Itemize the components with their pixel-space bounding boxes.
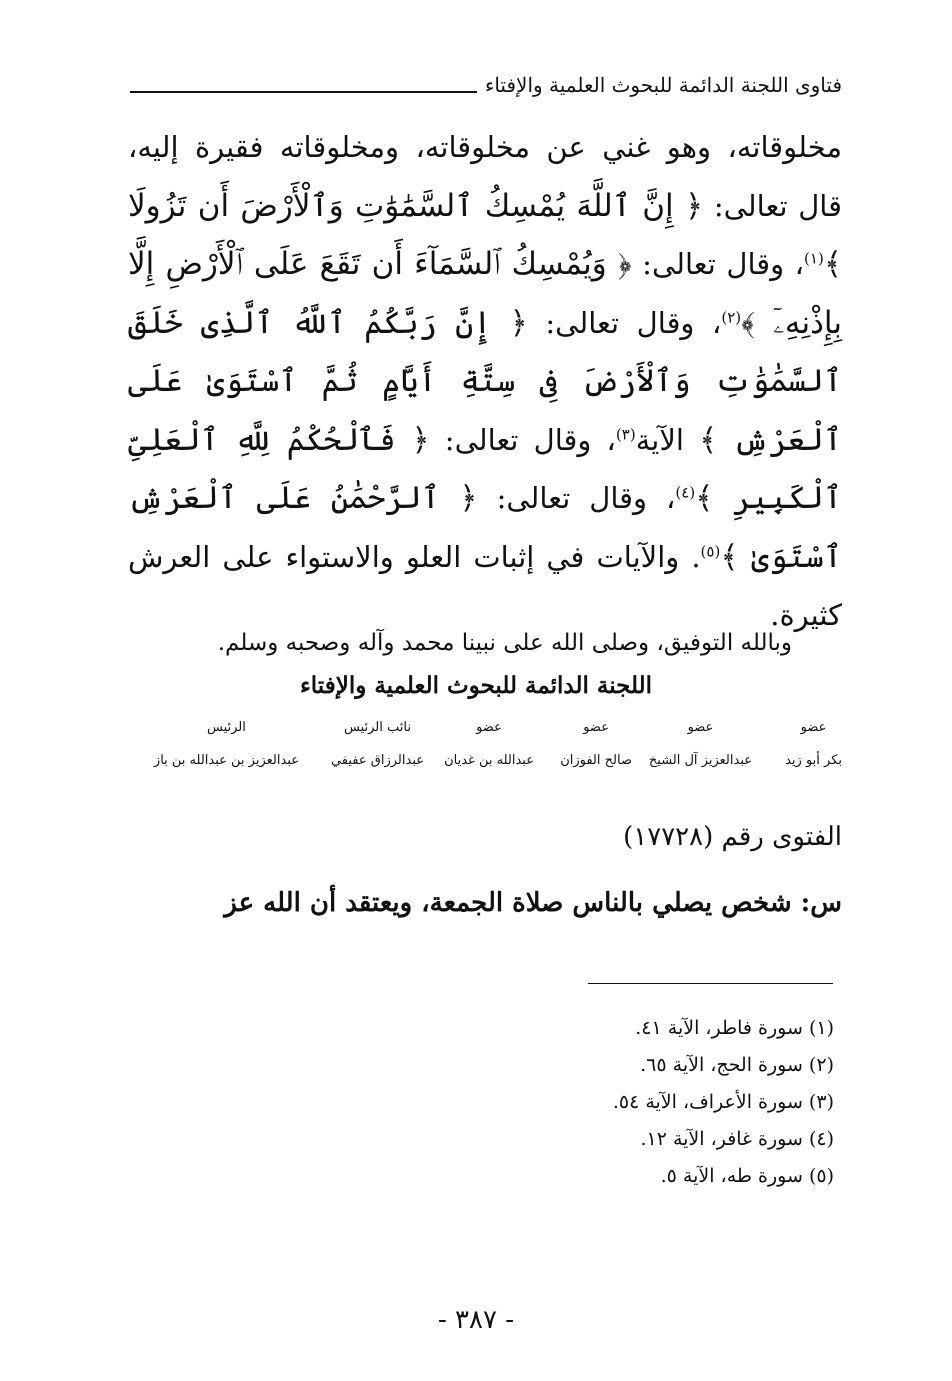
- signatory-name: بكر أبو زيد: [785, 753, 842, 768]
- footnotes: [613, 1010, 834, 1195]
- signatories: [126, 712, 842, 792]
- signatory-name: صالح الفوزان: [560, 753, 632, 768]
- footnote-ref-2[interactable]: (٢): [721, 307, 742, 326]
- verse-2: ﴿ وَيُمْسِكُ ٱلسَّمَآءَ أَن تَقَعَ عَلَى ٱلْأَرْضِ إِلَّا بِإِذْنِهِۦٓ ﴾: [128, 246, 843, 341]
- footnote-ref-3[interactable]: (٣): [615, 424, 636, 443]
- verse-4: ﴿ فَٱلْحُكْمُ لِلَّهِ ٱلْعَلِىِّ ٱلْكَبِيرِ ﴾: [128, 421, 842, 516]
- verse-3: ﴿ إِنَّ رَبَّكُمُ ٱللَّهُ ٱلَّذِى خَلَقَ ٱلسَّمَٰوَٰتِ وَٱلْأَرْضَ فِى سِتَّةِ أَيَّامٍ ثُمَّ ٱسْتَوَىٰ عَلَى ٱلْعَرْشِ ﴾: [128, 304, 843, 458]
- signatory: [649, 712, 752, 778]
- main-text: [128, 118, 842, 645]
- footnote-item: (٣) سورة الأعراف، الآية ٥٤.: [612, 1091, 834, 1113]
- footnote-ref-1[interactable]: (١): [804, 249, 824, 268]
- signatory-role: عضو: [800, 720, 827, 735]
- footnote-item: (١) سورة فاطر، الآية ٤١.: [635, 1017, 834, 1039]
- closing-prayer: وبالله التوفيق، وصلى الله على نبينا محمد وآله وصحبه وسلم.: [217, 630, 792, 656]
- connector-1: ، وقال تعالى:: [631, 247, 805, 281]
- fatwa-number: الفتوى رقم (١٧٧٢٨): [623, 822, 842, 852]
- verse-3-suffix: الآية: [635, 422, 700, 457]
- signatory-name: عبدالعزيز آل الشيخ: [648, 753, 752, 768]
- footnote-divider: [588, 983, 833, 984]
- committee-name: اللجنة الدائمة للبحوث العلمية والإفتاء: [299, 672, 653, 699]
- connector-2: ، وقال تعالى:: [527, 305, 722, 340]
- signatory: [154, 712, 299, 778]
- footnote-ref-5[interactable]: (٥): [700, 541, 721, 560]
- signatory-role: عضو: [476, 720, 502, 735]
- running-header: [130, 70, 842, 100]
- signatory-name: عبدالعزيز بن عبدالله بن باز: [153, 753, 299, 768]
- signatory-name: عبدالله بن غديان: [444, 753, 534, 768]
- footnote-ref-4[interactable]: (٤): [675, 483, 696, 502]
- signatory-role: عضو: [687, 720, 714, 735]
- connector-3: ، وقال تعالى:: [429, 422, 616, 457]
- signatory: [785, 712, 842, 778]
- paragraph-intro: مخلوقاته، وهو غني عن مخلوقاته، ومخلوقاته فقيرة إليه، قال تعالى:: [128, 130, 842, 223]
- signatory-role: الرئيس: [207, 720, 246, 735]
- verse-1: ﴿ إِنَّ ٱللَّهَ يُمْسِكُ ٱلسَّمَٰوَٰتِ وَٱلْأَرْضَ أَن تَزُولَا ﴾: [128, 187, 842, 282]
- connector-4: ، وقال تعالى:: [477, 481, 676, 515]
- footnote-item: (٥) سورة طه، الآية ٥.: [660, 1165, 834, 1187]
- signatory-role: عضو: [583, 720, 609, 735]
- verse-5: ﴿ ٱلرَّحْمَٰنُ عَلَى ٱلْعَرْشِ ٱسْتَوَىٰ ﴾: [128, 480, 842, 575]
- signatory-role: نائب الرئيس: [344, 720, 411, 735]
- signatory: [444, 712, 534, 778]
- signatory-name: عبدالرزاق عفيفي: [330, 753, 424, 768]
- header-title: فتاوى اللجنة الدائمة للبحوث العلمية والإفتاء: [484, 73, 842, 97]
- page-number: - ٣٨٧ -: [437, 1305, 515, 1335]
- signatory: [560, 712, 632, 778]
- header-rule: [130, 91, 477, 93]
- footnote-item: (٢) سورة الحج، الآية ٦٥.: [640, 1054, 834, 1076]
- signatory: [331, 712, 424, 778]
- question-text: س: شخص يصلي بالناس صلاة الجمعة، ويعتقد أن الله عز: [224, 888, 842, 918]
- conclusion: . والآيات في إثبات العلو والاستواء على العرش كثيرة.: [128, 539, 842, 632]
- footnote-item: (٤) سورة غافر، الآية ١٢.: [640, 1128, 834, 1150]
- body-paragraph: [128, 118, 842, 645]
